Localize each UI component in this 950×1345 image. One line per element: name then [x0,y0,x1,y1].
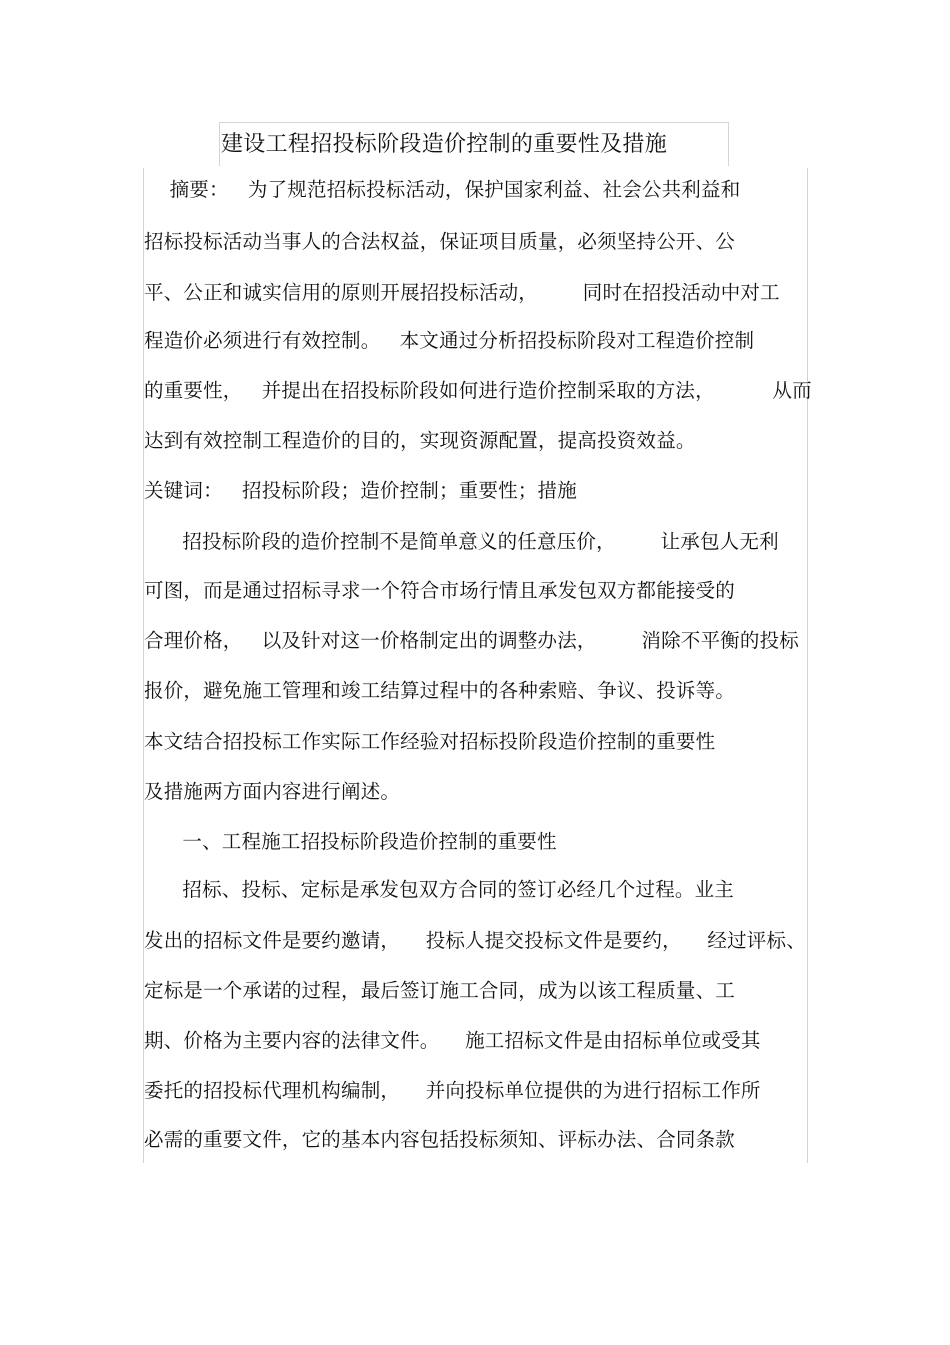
abstract-line-2: 招标投标活动当事人的合法权益，保证项目质量，必须坚持公开、公 [144,230,736,253]
section-heading: 一、工程施工招投标阶段造价控制的重要性 [144,830,557,853]
section-line-6: 必需的重要文件，它的基本内容包括投标须知、评标办法、合同条款 [144,1128,736,1151]
paragraph-line-6: 及措施两方面内容进行阐述。 [144,780,401,803]
abstract-line-4: 程造价必须进行有效控制。 本文通过分析招投标阶段对工程造价控制 [144,329,755,352]
paragraph-line-4: 报价，避免施工管理和竣工结算过程中的各种索赔、争议、投诉等。 [144,679,736,702]
paragraph-line-3: 合理价格， 以及针对这一价格制定出的调整办法， 消除不平衡的投标 [144,629,799,652]
body-frame [143,168,808,1163]
keywords-line: 关键词： 招投标阶段；造价控制；重要性；措施 [144,479,577,502]
paragraph-line-5: 本文结合招投标工作实际工作经验对招标投阶段造价控制的重要性 [144,730,716,753]
abstract-line-3: 平、公正和诚实信用的原则开展招投标活动， 同时在招投活动中对工 [144,281,780,304]
paragraph-line-1: 招投标阶段的造价控制不是简单意义的任意压价， 让承包人无利 [144,530,779,553]
section-line-5: 委托的招投标代理机构编制， 并向投标单位提供的为进行招标工作所 [144,1079,761,1102]
document-title: 建设工程招投标阶段造价控制的重要性及措施 [221,132,668,157]
section-line-4: 期、价格为主要内容的法律文件。 施工招标文件是由招标单位或受其 [144,1029,761,1052]
section-line-2: 发出的招标文件是要约邀请， 投标人提交投标文件是要约， 经过评标、 [144,929,806,952]
abstract-line-6: 达到有效控制工程造价的目的，实现资源配置，提高投资效益。 [144,429,696,452]
abstract-line-1: 摘要： 为了规范招标投标活动，保护国家利益、社会公共利益和 [144,178,741,201]
abstract-line-5: 的重要性， 并提出在招投标阶段如何进行造价控制采取的方法， 从而 [144,379,812,402]
section-line-1: 招标、投标、定标是承发包双方合同的签订必经几个过程。业主 [144,878,734,901]
section-line-3: 定标是一个承诺的过程，最后签订施工合同，成为以该工程质量、工 [144,979,736,1002]
paragraph-line-2: 可图，而是通过招标寻求一个符合市场行情且承发包双方都能接受的 [144,579,736,602]
